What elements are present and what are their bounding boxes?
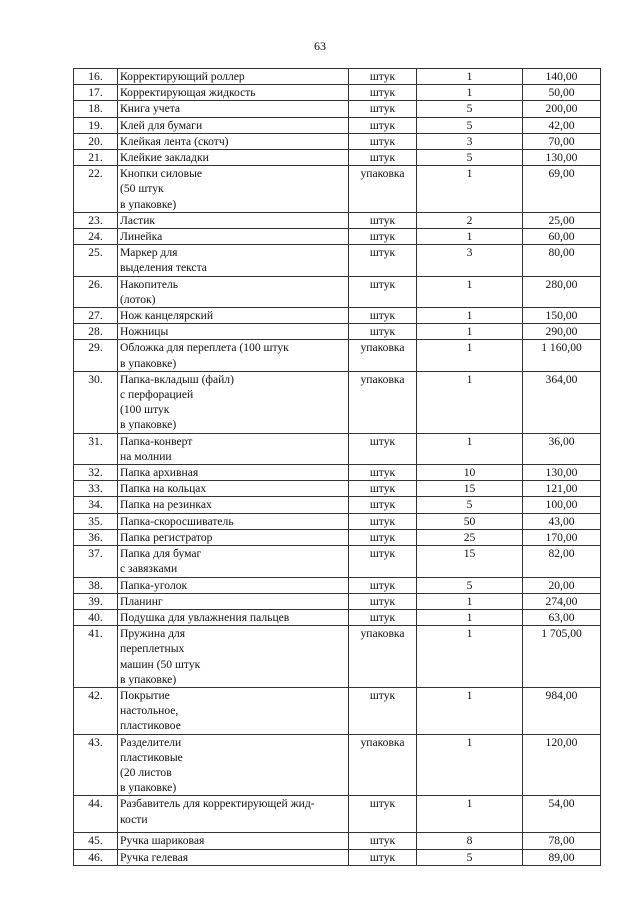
price: 170,00 bbox=[523, 529, 601, 545]
price: 54,00 bbox=[523, 796, 601, 833]
quantity: 25 bbox=[417, 529, 523, 545]
table-row bbox=[74, 85, 601, 101]
quantity: 1 bbox=[417, 626, 523, 688]
row-number: 23. bbox=[74, 212, 118, 228]
row-number: 43. bbox=[74, 734, 118, 796]
quantity: 5 bbox=[417, 849, 523, 865]
price: 60,00 bbox=[523, 229, 601, 245]
item-name: Линейка bbox=[118, 229, 349, 245]
unit-of-measure: штук bbox=[349, 212, 417, 228]
price: 82,00 bbox=[523, 546, 601, 577]
row-number: 18. bbox=[74, 101, 118, 117]
row-number: 24. bbox=[74, 229, 118, 245]
item-name: Пружина для переплетных машин (50 штук в упаковке) bbox=[118, 626, 349, 688]
table-row bbox=[74, 133, 601, 149]
quantity: 5 bbox=[417, 497, 523, 513]
item-name: Кнопки силовые (50 штук в упаковке) bbox=[118, 166, 349, 213]
row-number: 32. bbox=[74, 465, 118, 481]
table-row bbox=[74, 513, 601, 529]
price: 984,00 bbox=[523, 687, 601, 734]
unit-of-measure: упаковка bbox=[349, 734, 417, 796]
quantity: 50 bbox=[417, 513, 523, 529]
quantity: 1 bbox=[417, 734, 523, 796]
price: 121,00 bbox=[523, 481, 601, 497]
unit-of-measure: штук bbox=[349, 69, 417, 85]
price: 80,00 bbox=[523, 245, 601, 276]
unit-of-measure: штук bbox=[349, 101, 417, 117]
row-number: 41. bbox=[74, 626, 118, 688]
unit-of-measure: штук bbox=[349, 117, 417, 133]
supplies-table bbox=[73, 68, 601, 866]
unit-of-measure: штук bbox=[349, 276, 417, 307]
table-row bbox=[74, 734, 601, 796]
quantity: 1 bbox=[417, 324, 523, 340]
quantity: 5 bbox=[417, 150, 523, 166]
item-name: Папка для бумаг с завязками bbox=[118, 546, 349, 577]
unit-of-measure: штук bbox=[349, 150, 417, 166]
quantity: 1 bbox=[417, 433, 523, 464]
price: 89,00 bbox=[523, 849, 601, 865]
table-row bbox=[74, 308, 601, 324]
row-number: 19. bbox=[74, 117, 118, 133]
row-number: 16. bbox=[74, 69, 118, 85]
price: 290,00 bbox=[523, 324, 601, 340]
table-row bbox=[74, 577, 601, 593]
row-number: 22. bbox=[74, 166, 118, 213]
table-row bbox=[74, 833, 601, 849]
table-row bbox=[74, 166, 601, 213]
unit-of-measure: штук bbox=[349, 593, 417, 609]
row-number: 34. bbox=[74, 497, 118, 513]
quantity: 8 bbox=[417, 833, 523, 849]
unit-of-measure: штук bbox=[349, 849, 417, 865]
item-name: Папка на кольцах bbox=[118, 481, 349, 497]
item-name: Папка регистратор bbox=[118, 529, 349, 545]
table-row bbox=[74, 796, 601, 833]
table-row bbox=[74, 433, 601, 464]
quantity: 1 bbox=[417, 609, 523, 625]
quantity: 1 bbox=[417, 687, 523, 734]
item-name: Покрытие настольное, пластиковое bbox=[118, 687, 349, 734]
unit-of-measure: штук bbox=[349, 245, 417, 276]
item-name: Папка на резинках bbox=[118, 497, 349, 513]
price: 140,00 bbox=[523, 69, 601, 85]
row-number: 21. bbox=[74, 150, 118, 166]
unit-of-measure: штук bbox=[349, 324, 417, 340]
table-row bbox=[74, 371, 601, 433]
quantity: 3 bbox=[417, 133, 523, 149]
item-name: Обложка для переплета (100 штук в упаковке) bbox=[118, 340, 349, 371]
unit-of-measure: штук bbox=[349, 609, 417, 625]
row-number: 29. bbox=[74, 340, 118, 371]
table-row bbox=[74, 609, 601, 625]
item-name: Папка-уголок bbox=[118, 577, 349, 593]
quantity: 15 bbox=[417, 481, 523, 497]
unit-of-measure: штук bbox=[349, 465, 417, 481]
price: 100,00 bbox=[523, 497, 601, 513]
item-name: Нож канцелярский bbox=[118, 308, 349, 324]
item-name: Маркер для выделения текста bbox=[118, 245, 349, 276]
unit-of-measure: штук bbox=[349, 433, 417, 464]
table-row bbox=[74, 212, 601, 228]
item-name: Папка-скоросшиватель bbox=[118, 513, 349, 529]
page-number: 63 bbox=[314, 39, 326, 53]
table-row bbox=[74, 245, 601, 276]
quantity: 3 bbox=[417, 245, 523, 276]
price: 63,00 bbox=[523, 609, 601, 625]
quantity: 1 bbox=[417, 229, 523, 245]
item-name: Клейкие закладки bbox=[118, 150, 349, 166]
price: 20,00 bbox=[523, 577, 601, 593]
unit-of-measure: штук bbox=[349, 85, 417, 101]
item-name: Разбавитель для корректирующей жид- кости bbox=[118, 796, 349, 833]
table-row bbox=[74, 497, 601, 513]
row-number: 35. bbox=[74, 513, 118, 529]
quantity: 5 bbox=[417, 101, 523, 117]
item-name: Клей для бумаги bbox=[118, 117, 349, 133]
price: 274,00 bbox=[523, 593, 601, 609]
quantity: 1 bbox=[417, 371, 523, 433]
item-name: Папка-конверт на молнии bbox=[118, 433, 349, 464]
quantity: 1 bbox=[417, 276, 523, 307]
item-name: Корректирующая жидкость bbox=[118, 85, 349, 101]
row-number: 31. bbox=[74, 433, 118, 464]
quantity: 1 bbox=[417, 69, 523, 85]
item-name: Планинг bbox=[118, 593, 349, 609]
item-name: Корректирующий роллер bbox=[118, 69, 349, 85]
quantity: 1 bbox=[417, 796, 523, 833]
price: 280,00 bbox=[523, 276, 601, 307]
quantity: 15 bbox=[417, 546, 523, 577]
price: 150,00 bbox=[523, 308, 601, 324]
price: 69,00 bbox=[523, 166, 601, 213]
row-number: 27. bbox=[74, 308, 118, 324]
table-row bbox=[74, 465, 601, 481]
price: 1 705,00 bbox=[523, 626, 601, 688]
price: 130,00 bbox=[523, 150, 601, 166]
table-row bbox=[74, 593, 601, 609]
unit-of-measure: штук bbox=[349, 577, 417, 593]
table-row bbox=[74, 229, 601, 245]
item-name: Подушка для увлажнения пальцев bbox=[118, 609, 349, 625]
price: 25,00 bbox=[523, 212, 601, 228]
table-row bbox=[74, 687, 601, 734]
row-number: 45. bbox=[74, 833, 118, 849]
unit-of-measure: упаковка bbox=[349, 626, 417, 688]
table-row bbox=[74, 546, 601, 577]
item-name: Ножницы bbox=[118, 324, 349, 340]
unit-of-measure: штук bbox=[349, 497, 417, 513]
supplies-table-body bbox=[74, 69, 601, 866]
price: 43,00 bbox=[523, 513, 601, 529]
price: 364,00 bbox=[523, 371, 601, 433]
unit-of-measure: штук bbox=[349, 687, 417, 734]
unit-of-measure: штук bbox=[349, 529, 417, 545]
item-name: Ручка гелевая bbox=[118, 849, 349, 865]
row-number: 36. bbox=[74, 529, 118, 545]
table-row bbox=[74, 340, 601, 371]
quantity: 1 bbox=[417, 593, 523, 609]
row-number: 30. bbox=[74, 371, 118, 433]
quantity: 10 bbox=[417, 465, 523, 481]
price: 78,00 bbox=[523, 833, 601, 849]
row-number: 39. bbox=[74, 593, 118, 609]
price: 130,00 bbox=[523, 465, 601, 481]
item-name: Накопитель (лоток) bbox=[118, 276, 349, 307]
row-number: 46. bbox=[74, 849, 118, 865]
table-row bbox=[74, 150, 601, 166]
unit-of-measure: штук bbox=[349, 513, 417, 529]
unit-of-measure: штук bbox=[349, 133, 417, 149]
unit-of-measure: штук bbox=[349, 229, 417, 245]
price: 50,00 bbox=[523, 85, 601, 101]
table-row bbox=[74, 276, 601, 307]
item-name: Клейкая лента (скотч) bbox=[118, 133, 349, 149]
row-number: 17. bbox=[74, 85, 118, 101]
table-row bbox=[74, 626, 601, 688]
quantity: 5 bbox=[417, 577, 523, 593]
price: 1 160,00 bbox=[523, 340, 601, 371]
table-row bbox=[74, 324, 601, 340]
quantity: 5 bbox=[417, 117, 523, 133]
quantity: 2 bbox=[417, 212, 523, 228]
unit-of-measure: упаковка bbox=[349, 340, 417, 371]
table-row bbox=[74, 117, 601, 133]
row-number: 20. bbox=[74, 133, 118, 149]
table-row bbox=[74, 69, 601, 85]
quantity: 1 bbox=[417, 166, 523, 213]
unit-of-measure: штук bbox=[349, 546, 417, 577]
unit-of-measure: штук bbox=[349, 833, 417, 849]
quantity: 1 bbox=[417, 85, 523, 101]
unit-of-measure: штук bbox=[349, 481, 417, 497]
item-name: Книга учета bbox=[118, 101, 349, 117]
table-row bbox=[74, 529, 601, 545]
row-number: 26. bbox=[74, 276, 118, 307]
quantity: 1 bbox=[417, 340, 523, 371]
row-number: 28. bbox=[74, 324, 118, 340]
row-number: 33. bbox=[74, 481, 118, 497]
unit-of-measure: упаковка bbox=[349, 166, 417, 213]
item-name: Папка архивная bbox=[118, 465, 349, 481]
row-number: 37. bbox=[74, 546, 118, 577]
table-row bbox=[74, 101, 601, 117]
item-name: Разделители пластиковые (20 листов в упаковке) bbox=[118, 734, 349, 796]
table-row bbox=[74, 849, 601, 865]
unit-of-measure: штук bbox=[349, 308, 417, 324]
price: 36,00 bbox=[523, 433, 601, 464]
price: 70,00 bbox=[523, 133, 601, 149]
table-row bbox=[74, 481, 601, 497]
unit-of-measure: штук bbox=[349, 796, 417, 833]
item-name: Ластик bbox=[118, 212, 349, 228]
row-number: 38. bbox=[74, 577, 118, 593]
row-number: 25. bbox=[74, 245, 118, 276]
row-number: 44. bbox=[74, 796, 118, 833]
quantity: 1 bbox=[417, 308, 523, 324]
row-number: 42. bbox=[74, 687, 118, 734]
item-name: Ручка шариковая bbox=[118, 833, 349, 849]
item-name: Папка-вкладыш (файл) с перфорацией (100 штук в упаковке) bbox=[118, 371, 349, 433]
unit-of-measure: упаковка bbox=[349, 371, 417, 433]
row-number: 40. bbox=[74, 609, 118, 625]
price: 120,00 bbox=[523, 734, 601, 796]
price: 200,00 bbox=[523, 101, 601, 117]
price: 42,00 bbox=[523, 117, 601, 133]
